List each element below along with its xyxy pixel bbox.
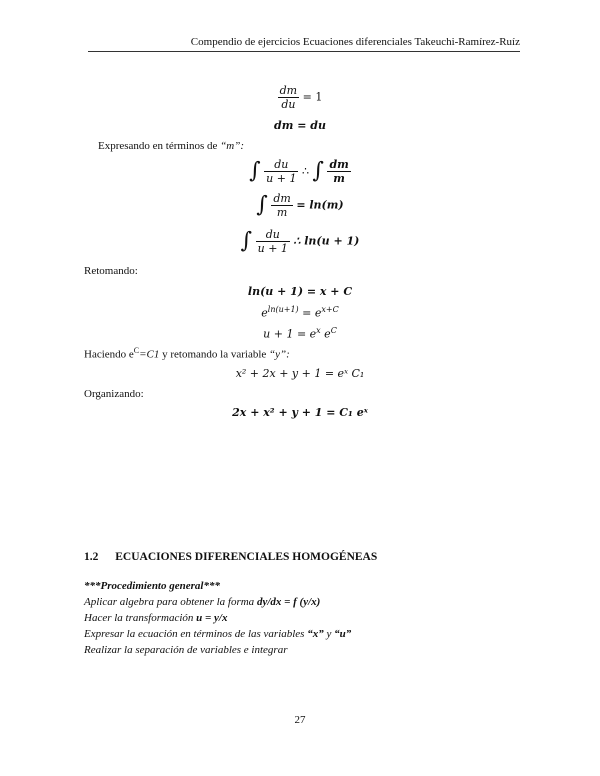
procedure-step-4: Realizar la separación de variables e integrar [84,644,288,656]
equation-dm-equals-du: dm = du [274,119,326,132]
equation-exponential [0,305,600,320]
equation-rhs: = 1 [302,90,323,104]
fraction-denominator: du [281,98,296,111]
step-text-y: y [323,628,335,640]
exp-superscript: x+C [321,305,339,314]
equation-mid: e [320,327,331,341]
integral-sign-icon: ∫ [249,158,261,184]
header-rule [88,51,520,52]
section-title: ECUACIONES DIFERENCIALES HOMOGÉNEAS [115,551,378,563]
procedure-title: ***Procedimiento general*** [84,580,220,592]
equation-integral-dm-m [0,192,600,219]
text-expresando: Expresando en términos de [98,140,218,152]
fraction [271,192,292,219]
exp-superscript: ln(u+1) [267,305,299,314]
section-heading [84,551,377,563]
variable-m-quote: “m”: [220,140,245,152]
label-organizando: Organizando: [84,388,144,400]
step-var-u: “u” [334,628,352,640]
fraction [256,228,290,255]
section-number: 1.2 [84,551,99,563]
fraction-denominator: m [333,172,345,185]
fraction-numerator: du [256,228,290,242]
text-retomando-variable: y retomando la variable [159,348,267,361]
page-number: 27 [294,714,306,726]
fraction-numerator: du [264,158,298,172]
procedure-step-2 [84,612,227,624]
procedure-step-3 [84,628,351,640]
therefore-symbol: ∴ [301,164,309,178]
exp-superscript: x [316,326,321,335]
equation-u-plus-one [0,326,600,341]
fraction-denominator: u + 1 [266,172,297,185]
integral-sign-icon: ∫ [256,192,268,218]
fraction-numerator: dm [279,84,298,97]
fraction [327,158,350,185]
running-header: Compendio de ejercicios Ecuaciones diferenciales Takeuchi-Ramírez-Ruíz [190,36,520,48]
integral-sign-icon: ∫ [312,158,324,184]
equation-rhs: = ln(m) [296,198,344,212]
equation-ln: ln(u + 1) = x + C [247,285,353,298]
exp-base: e [261,306,268,320]
paragraph-haciendo [84,346,290,361]
fraction [278,84,299,111]
fraction-denominator: u + 1 [257,242,288,255]
exp-superscript: C [330,326,337,335]
integral-sign-icon: ∫ [240,228,253,254]
step-text: Aplicar algebra para obtener la forma [84,596,257,608]
equation-final: 2x + x² + y + 1 = C₁ eˣ [232,406,368,419]
step-formula: dy/dx = f (y/x) [256,596,321,608]
fraction [264,158,298,185]
equation-integral-pair [0,158,600,185]
equation-substituted: x² + 2x + y + 1 = eˣ C₁ [235,367,365,380]
superscript-c: C [133,346,140,355]
fraction-numerator: dm [329,158,349,171]
step-text: Hacer la transformación [84,612,197,624]
exp-equals: = e [302,306,322,320]
step-formula: u = y/x [196,612,228,624]
equation-lhs: u + 1 = e [263,327,317,341]
text-haciendo: Haciendo e [84,348,134,361]
step-var-x: “x” [307,628,324,640]
label-retomando: Retomando: [84,265,138,277]
equation-integral-du-u1 [0,228,600,255]
procedure-step-1 [84,596,320,608]
text-c1: =C1 [139,348,160,361]
step-text: Expresar la ecuación en términos de las variables [84,628,308,640]
fraction-numerator: dm [273,192,291,205]
fraction-denominator: m [276,206,288,219]
variable-y-quote: “y”: [269,348,290,361]
equation-dm-du [0,84,600,111]
paragraph-expresando [98,140,244,152]
equation-rhs: ∴ ln(u + 1) [293,234,360,248]
